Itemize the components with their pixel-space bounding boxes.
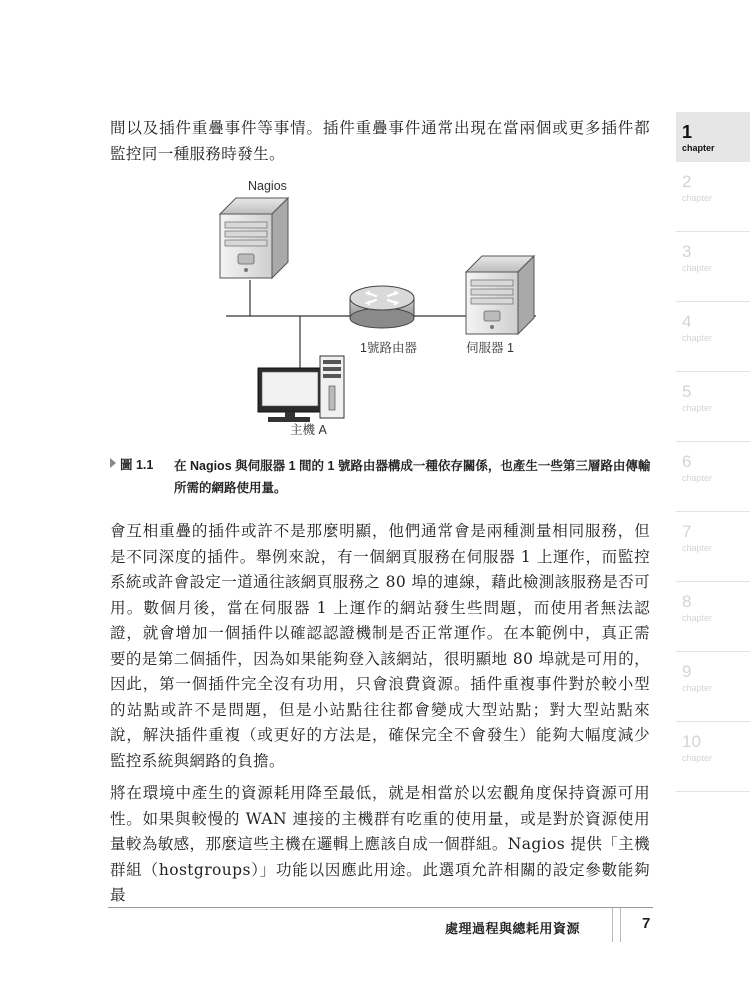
network-diagram (210, 172, 540, 444)
router-icon (350, 286, 414, 328)
chapter-tabs (676, 112, 750, 792)
caption-label: 圖 1.1 (120, 458, 154, 472)
chapter-tab-10[interactable] (676, 722, 750, 792)
server-1-label: 伺服器 1 (466, 341, 514, 355)
chapter-tab-label: chapter (682, 753, 713, 763)
intro-paragraph: 間以及插件重疊事件等事情。插件重疊事件通常出現在當兩個或更多插件都監控同一種服務時發生。 (110, 119, 650, 163)
chapter-tab-label: chapter (682, 193, 713, 203)
nagios-label: Nagios (248, 179, 287, 193)
chapter-tab-number: 4 (682, 312, 692, 331)
router-label: 1號路由器 (360, 341, 417, 355)
caption-arrow-icon (110, 458, 116, 468)
footer-divider (108, 907, 653, 908)
host-a-tower-icon (320, 356, 344, 418)
footer-separator (612, 908, 613, 942)
network-diagram-svg (210, 172, 540, 444)
chapter-tab-number: 5 (682, 382, 692, 401)
chapter-tab-number: 8 (682, 592, 692, 611)
chapter-tab-number: 3 (682, 242, 692, 261)
chapter-tab-2[interactable] (676, 162, 750, 232)
footer-section-title: 處理過程與總耗用資源 (445, 921, 581, 936)
caption-text: 在 Nagios 與伺服器 1 間的 1 號路由器構成一種依存關係，也產生一些第三層路由傳輸所需的網路使用量。 (174, 459, 651, 495)
chapter-tab-5[interactable] (676, 372, 750, 442)
chapter-tab-number: 9 (682, 662, 692, 681)
host-a-label: 主機 A (290, 423, 327, 437)
chapter-tab-8[interactable] (676, 582, 750, 652)
chapter-tab-label: chapter (682, 403, 713, 413)
chapter-tab-label: chapter (682, 473, 713, 483)
footer-separator (620, 908, 621, 942)
server-1-icon (466, 256, 534, 334)
chapter-tab-7[interactable] (676, 512, 750, 582)
nagios-server-icon (220, 198, 288, 278)
chapter-tab-3[interactable] (676, 232, 750, 302)
chapter-tab-number: 6 (682, 452, 692, 471)
body-paragraph-2: 將在環境中產生的資源耗用降至最低，就是相當於以宏觀角度保持資源可用性。如果與較慢的 WAN 連接的主機群有吃重的使用量，或是對於資源使用量較為敏感，那麼這些主機在邏輯上應該自成一個群組。Nagios 提供「主機群組（hostgroups）」功能以因應此用途。此選項允許相關的設定參數能夠最 (110, 784, 650, 904)
chapter-tab-label: chapter (682, 333, 713, 343)
host-a-monitor-icon (258, 368, 322, 422)
page-number: 7 (642, 915, 651, 932)
chapter-tab-4[interactable] (676, 302, 750, 372)
chapter-tab-label: chapter (682, 683, 713, 693)
chapter-tab-number: 2 (682, 172, 692, 191)
chapter-tab-label: chapter (682, 263, 713, 273)
chapter-tab-6[interactable] (676, 442, 750, 512)
chapter-tab-label: chapter (682, 613, 713, 623)
chapter-tab-1[interactable] (676, 112, 750, 162)
chapter-tab-number: 7 (682, 522, 692, 541)
body-paragraph-1: 會互相重疊的插件或許不是那麼明顯，他們通常會是兩種測量相同服務，但是不同深度的插件。舉例來說，有一個網頁服務在伺服器 1 上運作，而監控系統或許會設定一道通往該網頁服務之 80 埠的連線，藉此檢測該服務是否可用。數個月後，當在伺服器 1 上運作的網站發生些問題，而使用者無法認證，就會增加一個插件以確認認證機制是否正常運作。在本範例中，真正需要的是第二個插件，因為如果能夠登入該網站，很明顯地 80 埠就是可用的，因此，第一個插件完全沒有功用，只會浪費資源。插件重複事件對於較小型的站點或許不是問題，但是小站點往往都會變成大型站點；對大型站點來說，解決插件重複（或更好的方法是，確保完全不會發生）能夠大幅度減少監控系統與網路的負擔。 (110, 522, 650, 770)
chapter-tab-9[interactable] (676, 652, 750, 722)
chapter-tab-number: 10 (682, 732, 701, 751)
chapter-tab-label: chapter (682, 143, 715, 153)
chapter-tab-label: chapter (682, 543, 713, 553)
chapter-tab-number: 1 (682, 122, 693, 142)
